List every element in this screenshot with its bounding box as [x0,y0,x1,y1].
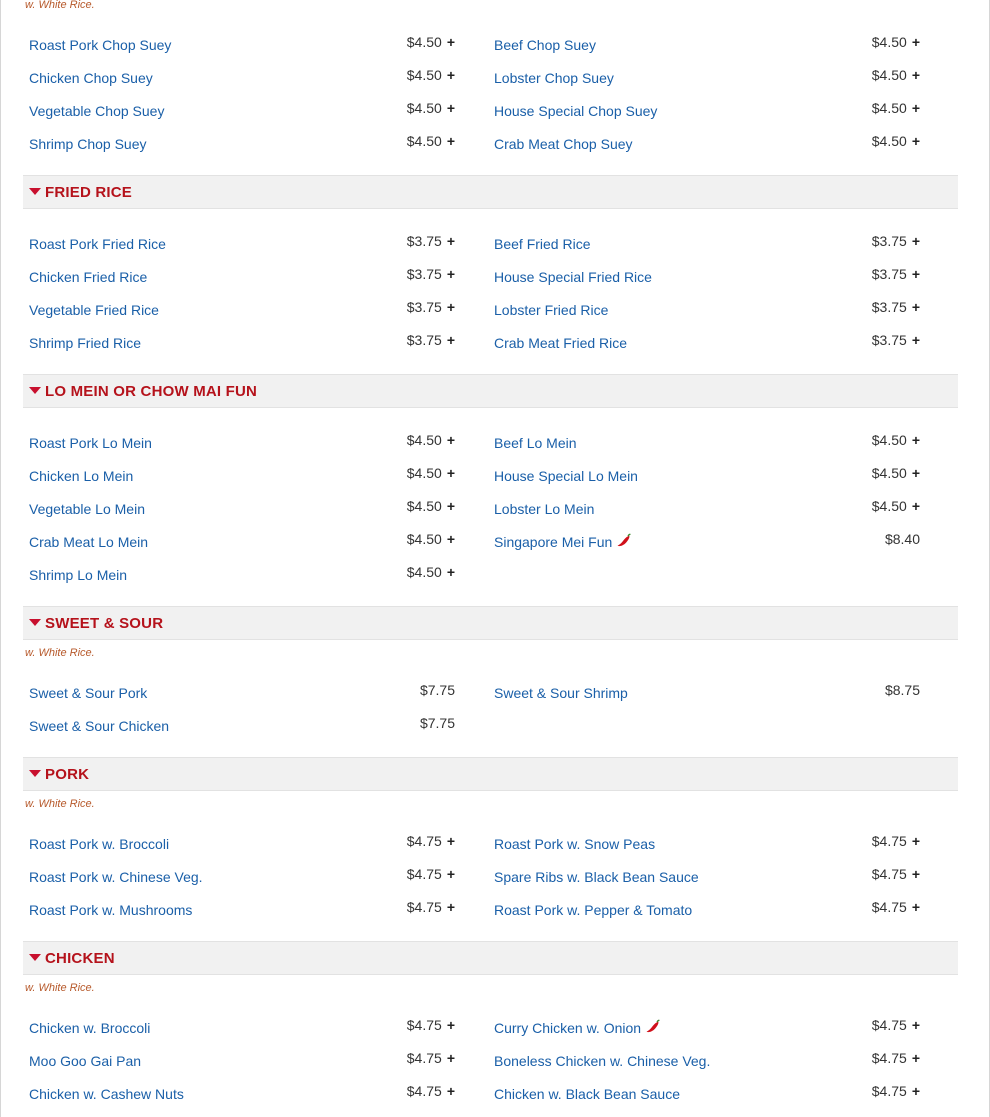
add-options-plus-icon[interactable]: + [911,299,920,315]
menu-item[interactable] [23,891,455,924]
item-name-text: Shrimp Lo Mein [29,567,128,583]
add-options-plus-icon[interactable]: + [446,266,455,282]
menu-item[interactable] [488,1009,920,1042]
menu-item[interactable] [23,258,455,291]
item-name-link[interactable] [494,1086,680,1102]
item-price [407,1017,455,1033]
caret-down-icon [29,387,41,394]
item-price [872,432,920,448]
item-name-link[interactable] [494,534,632,551]
item-name-link[interactable] [29,335,141,351]
item-price [872,1017,920,1033]
menu-item[interactable] [23,92,455,125]
item-name-text: Singapore Mei Fun [494,534,613,550]
add-options-plus-icon[interactable]: + [446,833,455,849]
category-title: LO MEIN OR CHOW MAI FUN [45,382,258,400]
menu-item[interactable] [23,825,455,858]
item-name-text: Sweet & Sour Chicken [29,718,170,734]
item-name-text: Curry Chicken w. Onion [494,1020,642,1036]
item-price [872,100,920,116]
price-value: $7.75 [419,715,455,731]
menu-item[interactable] [488,523,920,556]
menu-item[interactable] [23,59,455,92]
item-price [872,866,920,882]
add-options-plus-icon[interactable]: + [446,899,455,915]
add-options-plus-icon[interactable]: + [911,1050,920,1066]
menu-item[interactable] [488,324,920,357]
item-name-text: Spare Ribs w. Black Bean Sauce [494,869,699,885]
item-name-link[interactable] [494,902,692,918]
menu-item[interactable] [488,891,920,924]
item-name-link[interactable] [29,236,166,252]
add-options-plus-icon[interactable]: + [911,465,920,481]
item-name-link[interactable] [29,1020,150,1036]
add-options-plus-icon[interactable]: + [911,233,920,249]
menu-item[interactable] [488,125,920,158]
price-value: $4.75 [871,833,907,849]
item-name-link[interactable] [494,468,638,484]
section-note: w. White Rice. [25,798,95,810]
add-options-plus-icon[interactable]: + [446,531,455,547]
item-price [872,332,920,348]
item-name-link[interactable] [494,836,655,852]
add-options-plus-icon[interactable]: + [446,67,455,83]
add-options-plus-icon[interactable]: + [911,1083,920,1099]
menu-item[interactable] [23,1042,455,1075]
item-name-text: Chicken w. Cashew Nuts [29,1086,184,1102]
item-name-text: Shrimp Fried Rice [29,335,142,351]
item-name-link[interactable] [29,501,145,517]
item-name-link[interactable] [494,335,627,351]
item-price [407,1083,455,1099]
item-name-link[interactable] [29,836,169,852]
price-value: $4.75 [406,866,442,882]
item-name-link[interactable] [494,70,614,86]
price-value: $4.50 [871,100,907,116]
add-options-plus-icon[interactable]: + [446,299,455,315]
price-value: $4.50 [406,531,442,547]
add-options-plus-icon[interactable]: + [446,1017,455,1033]
menu-item[interactable] [488,258,920,291]
item-name-text: Sweet & Sour Shrimp [494,685,628,701]
item-name-link[interactable] [29,534,148,550]
item-price [407,67,455,83]
item-price [872,1050,920,1066]
menu-item[interactable] [488,92,920,125]
item-price [407,332,455,348]
item-name-link[interactable] [29,468,133,484]
item-name-link[interactable] [494,37,596,53]
category-header-sweet-sour[interactable] [23,606,958,640]
item-price [407,564,455,580]
price-value: $4.50 [871,67,907,83]
add-options-plus-icon[interactable]: + [446,866,455,882]
price-value: $4.50 [406,564,442,580]
category-title: FRIED RICE [45,183,133,201]
price-value: $4.50 [406,432,442,448]
item-name-text: Shrimp Chop Suey [29,136,147,152]
add-options-plus-icon[interactable]: + [911,899,920,915]
item-price [872,133,920,149]
item-name-link[interactable] [29,302,159,318]
item-name-text: Roast Pork Chop Suey [29,37,172,53]
price-value: $4.75 [871,866,907,882]
item-name-text: Roast Pork w. Pepper & Tomato [494,902,693,918]
item-price [407,299,455,315]
item-name-link[interactable] [29,567,127,583]
caret-down-icon [29,619,41,626]
add-options-plus-icon[interactable]: + [446,100,455,116]
item-name-text: Roast Pork w. Snow Peas [494,836,656,852]
price-value: $4.50 [406,465,442,481]
price-value: $4.75 [406,1050,442,1066]
menu-item[interactable] [488,674,920,707]
category-title: SWEET & SOUR [45,614,164,632]
add-options-plus-icon[interactable]: + [911,67,920,83]
item-name-link[interactable] [494,136,633,152]
item-name-link[interactable] [29,1053,141,1069]
menu-item[interactable] [23,674,455,707]
item-price [407,133,455,149]
item-name-text: Sweet & Sour Pork [29,685,148,701]
menu-item[interactable] [23,457,455,490]
add-options-plus-icon[interactable]: + [446,233,455,249]
item-name-link[interactable] [29,718,169,734]
item-price [872,299,920,315]
price-value: $4.75 [406,833,442,849]
item-price [872,67,920,83]
item-name-text: Chicken Chop Suey [29,70,153,86]
item-name-text: Moo Goo Gai Pan [29,1053,142,1069]
price-value: $4.75 [406,899,442,915]
add-options-plus-icon[interactable]: + [911,133,920,149]
menu-item[interactable] [488,858,920,891]
price-value: $4.50 [406,34,442,50]
add-options-plus-icon[interactable]: + [446,332,455,348]
item-price [407,899,455,915]
item-price [885,531,920,547]
add-options-plus-icon[interactable]: + [911,34,920,50]
item-name-text: House Special Lo Mein [494,468,638,484]
item-name-link[interactable] [494,1020,661,1037]
price-value: $7.75 [419,682,455,698]
item-name-text: Lobster Chop Suey [494,70,614,86]
item-name-text: Crab Meat Fried Rice [494,335,628,351]
item-price [872,465,920,481]
item-price [872,233,920,249]
item-name-text: Roast Pork w. Chinese Veg. [29,869,203,885]
price-value: $8.75 [884,682,920,698]
item-name-link[interactable] [29,136,147,152]
item-name-text: Crab Meat Lo Mein [29,534,149,550]
item-name-text: Chicken Fried Rice [29,269,148,285]
item-name-text: Vegetable Lo Mein [29,501,145,517]
item-price [872,1083,920,1099]
item-name-text: Boneless Chicken w. Chinese Veg. [494,1053,711,1069]
item-name-text: Vegetable Chop Suey [29,103,165,119]
item-name-text: Chicken w. Broccoli [29,1020,151,1036]
price-value: $4.50 [871,465,907,481]
item-price [407,833,455,849]
item-name-link[interactable] [494,1053,710,1069]
item-name-link[interactable] [494,435,577,451]
item-price [407,866,455,882]
add-options-plus-icon[interactable]: + [446,564,455,580]
price-value: $4.75 [406,1017,442,1033]
category-header-lo-mein[interactable] [23,374,958,408]
menu-item[interactable] [488,490,920,523]
item-name-text: Roast Pork w. Broccoli [29,836,170,852]
add-options-plus-icon[interactable]: + [446,465,455,481]
category-header-chicken[interactable] [23,941,958,975]
item-name-link[interactable] [494,302,608,318]
item-name-text: Beef Fried Rice [494,236,591,252]
category-title: PORK [45,765,90,783]
section-note: w. White Rice. [25,982,95,994]
item-name-text: Chicken Lo Mein [29,468,134,484]
item-name-text: Roast Pork w. Mushrooms [29,902,193,918]
menu-item[interactable] [23,125,455,158]
item-price [407,34,455,50]
item-name-link[interactable] [29,70,153,86]
add-options-plus-icon[interactable]: + [446,498,455,514]
item-name-text: Crab Meat Chop Suey [494,136,633,152]
menu-item[interactable] [488,825,920,858]
item-name-link[interactable] [29,269,147,285]
price-value: $4.50 [871,34,907,50]
item-price [872,899,920,915]
price-value: $3.75 [871,266,907,282]
item-name-link[interactable] [29,1086,184,1102]
item-name-text: House Special Fried Rice [494,269,652,285]
menu-item[interactable] [23,556,455,589]
add-options-plus-icon[interactable]: + [911,498,920,514]
price-value: $3.75 [406,332,442,348]
item-price [420,715,455,731]
menu-item[interactable] [488,1075,920,1108]
price-value: $4.50 [406,133,442,149]
chili-pepper-icon [616,532,632,551]
menu-item[interactable] [488,1042,920,1075]
add-options-plus-icon[interactable]: + [446,432,455,448]
menu-item[interactable] [488,457,920,490]
item-price [872,34,920,50]
menu-item[interactable] [23,858,455,891]
item-name-text: Roast Pork Fried Rice [29,236,166,252]
item-name-text: Chicken w. Black Bean Sauce [494,1086,680,1102]
item-price [872,833,920,849]
price-value: $3.75 [871,299,907,315]
item-price [407,233,455,249]
item-name-link[interactable] [494,501,594,517]
caret-down-icon [29,770,41,777]
item-price [407,465,455,481]
price-value: $4.75 [871,899,907,915]
section-note: w. White Rice. [25,0,95,11]
item-name-link[interactable] [29,37,171,53]
item-name-link[interactable] [29,869,203,885]
price-value: $4.50 [406,67,442,83]
add-options-plus-icon[interactable]: + [911,332,920,348]
item-price [420,682,455,698]
add-options-plus-icon[interactable]: + [911,1017,920,1033]
item-name-link[interactable] [494,869,699,885]
price-value: $4.50 [871,432,907,448]
menu-item[interactable] [488,424,920,457]
menu-item[interactable] [23,26,455,59]
menu-item[interactable] [23,291,455,324]
price-value: $4.50 [406,498,442,514]
price-value: $8.40 [884,531,920,547]
add-options-plus-icon[interactable]: + [911,833,920,849]
item-name-text: Beef Lo Mein [494,435,577,451]
price-value: $3.75 [871,332,907,348]
item-name-link[interactable] [29,103,164,119]
category-title: CHICKEN [45,949,115,967]
item-name-link[interactable] [494,236,590,252]
item-price [407,432,455,448]
item-price [407,531,455,547]
item-name-text: Beef Chop Suey [494,37,596,53]
item-price [407,498,455,514]
menu-item[interactable] [488,225,920,258]
item-name-link[interactable] [29,902,192,918]
item-name-text: Roast Pork Lo Mein [29,435,152,451]
menu-item[interactable] [23,523,455,556]
item-price [872,498,920,514]
item-name-text: House Special Chop Suey [494,103,658,119]
add-options-plus-icon[interactable]: + [446,1050,455,1066]
chili-pepper-icon [645,1018,661,1037]
price-value: $3.75 [406,233,442,249]
menu-item[interactable] [23,424,455,457]
menu-item[interactable] [488,59,920,92]
item-name-link[interactable] [29,435,152,451]
price-value: $4.75 [871,1083,907,1099]
item-price [407,266,455,282]
price-value: $3.75 [406,266,442,282]
menu-item[interactable] [488,26,920,59]
menu-item[interactable] [23,707,455,740]
item-price [885,682,920,698]
add-options-plus-icon[interactable]: + [446,133,455,149]
item-name-link[interactable] [29,685,147,701]
caret-down-icon [29,188,41,195]
price-value: $3.75 [406,299,442,315]
price-value: $4.50 [406,100,442,116]
price-value: $4.75 [871,1050,907,1066]
category-header-pork[interactable] [23,757,958,791]
item-price [407,100,455,116]
add-options-plus-icon[interactable]: + [446,34,455,50]
item-name-text: Vegetable Fried Rice [29,302,159,318]
menu-item[interactable] [488,291,920,324]
item-name-text: Lobster Fried Rice [494,302,609,318]
add-options-plus-icon[interactable]: + [911,866,920,882]
item-name-text: Lobster Lo Mein [494,501,595,517]
category-header-fried-rice[interactable] [23,175,958,209]
add-options-plus-icon[interactable]: + [911,266,920,282]
item-price [407,1050,455,1066]
item-name-link[interactable] [494,685,628,701]
price-value: $4.50 [871,133,907,149]
menu-item[interactable] [23,324,455,357]
menu-item[interactable] [23,1009,455,1042]
add-options-plus-icon[interactable]: + [446,1083,455,1099]
item-name-link[interactable] [494,103,657,119]
menu-item[interactable] [23,225,455,258]
add-options-plus-icon[interactable]: + [911,432,920,448]
caret-down-icon [29,954,41,961]
add-options-plus-icon[interactable]: + [911,100,920,116]
price-value: $4.75 [406,1083,442,1099]
menu-item[interactable] [23,1075,455,1108]
menu-item[interactable] [23,490,455,523]
price-value: $3.75 [871,233,907,249]
item-price [872,266,920,282]
price-value: $4.50 [871,498,907,514]
price-value: $4.75 [871,1017,907,1033]
section-note: w. White Rice. [25,647,95,659]
item-name-link[interactable] [494,269,652,285]
